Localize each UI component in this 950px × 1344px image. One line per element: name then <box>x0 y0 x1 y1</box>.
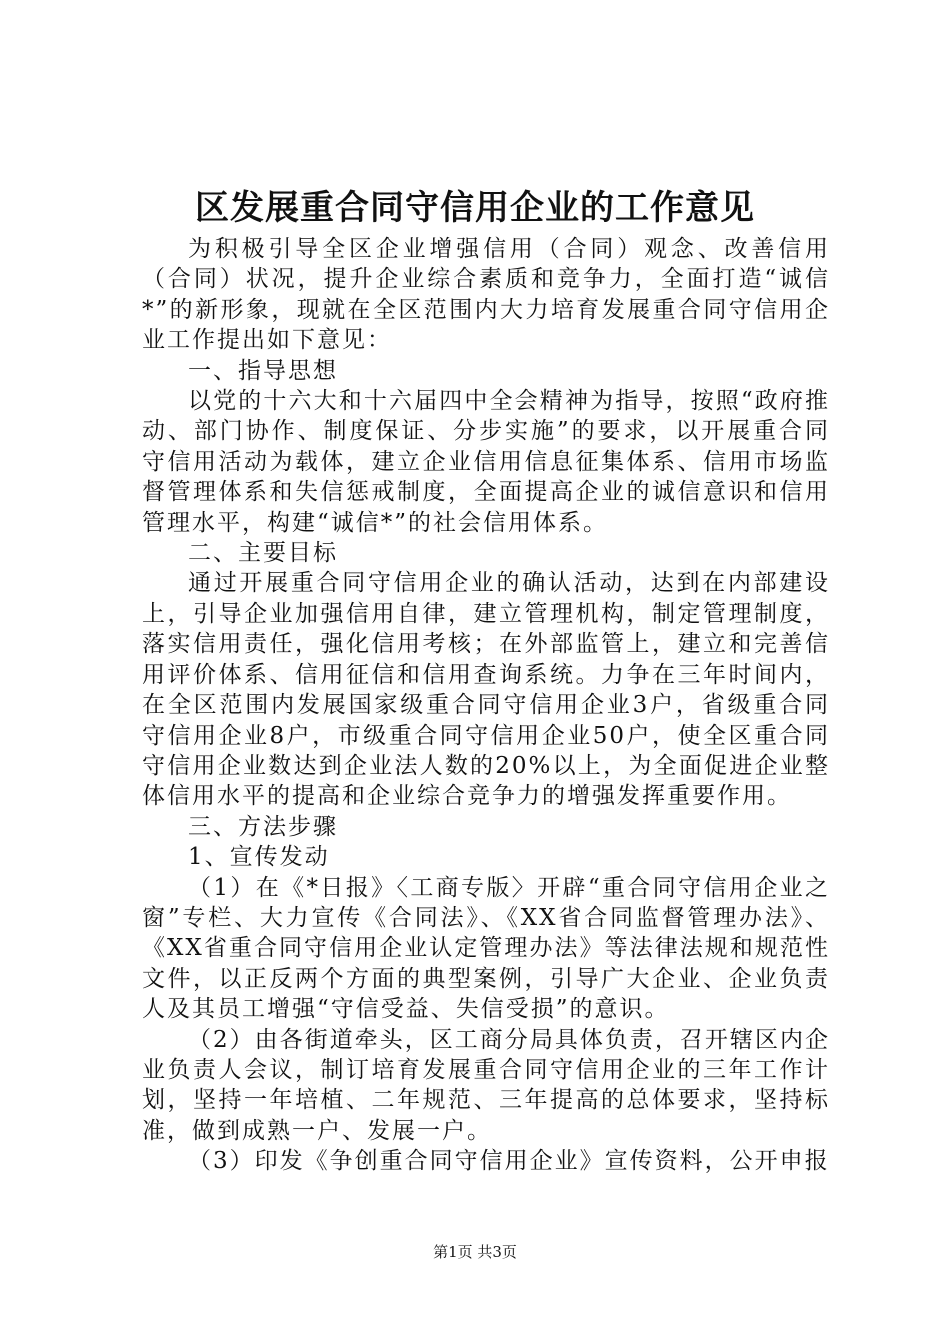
paragraph-intro: 为积极引导全区企业增强信用（合同）观念、改善信用（合同）状况，提升企业综合素质和竞争力，全面打造“诚信*”的新形象，现就在全区范围内大力培育发展重合同守信用企业工作提出如下意见： <box>142 236 830 354</box>
page-footer: 第1页 共3页 <box>433 1243 517 1261</box>
document-body <box>142 234 830 1177</box>
section-heading-main-goals: 二、主要目标 <box>188 540 338 567</box>
document-title: 区发展重合同守信用企业的工作意见 <box>195 188 755 228</box>
section-heading-methods: 三、方法步骤 <box>188 813 338 840</box>
paragraph-item-1: （1）在《*日报》〈工商专版〉开辟“重合同守信用企业之窗”专栏、大力宣传《合同法》、《XX省合同监督管理办法》、《XX省重合同守信用企业认定管理办法》等法律法规和规范性文件，以正反两个方面的典型案例，引导广大企业、企业负责人及其员工增强“守信受益、失信受损”的意识。 <box>142 874 830 1023</box>
paragraph-item-2: （2）由各街道牵头，区工商分局具体负责，召开辖区内企业负责人会议，制订培育发展重合同守信用企业的三年工作计划，坚持一年培植、二年规范、三年提高的总体要求，坚持标准，做到成熟一户、发展一户。 <box>142 1026 830 1144</box>
subsection-heading-publicity: 1、宣传发动 <box>188 844 330 871</box>
paragraph-guiding-ideology: 以党的十六大和十六届四中全会精神为指导，按照“政府推动、部门协作、制度保证、分步实施”的要求，以开展重合同守信用活动为载体，建立企业信用信息征集体系、信用市场监督管理体系和失信惩戒制度，全面提高企业的诚信意识和信用管理水平，构建“诚信*”的社会信用体系。 <box>142 388 830 536</box>
paragraph-main-goals: 通过开展重合同守信用企业的确认活动，达到在内部建设上，引导企业加强信用自律，建立管理机构，制定管理制度，落实信用责任，强化信用考核；在外部监管上，建立和完善信用评价体系、信用征信和信用查询系统。力争在三年时间内，在全区范围内发展国家级重合同守信用企业3户，省级重合同守信用企业8户，市级重合同守信用企业50户，使全区重合同守信用企业数达到企业法人数的20%以上，为全面促进企业整体信用水平的提高和企业综合竞争力的增强发挥重要作用。 <box>142 570 830 810</box>
paragraph-item-3: （3）印发《争创重合同守信用企业》宣传资料，公开申报 <box>188 1148 830 1175</box>
section-heading-guiding-ideology: 一、指导思想 <box>188 357 338 384</box>
